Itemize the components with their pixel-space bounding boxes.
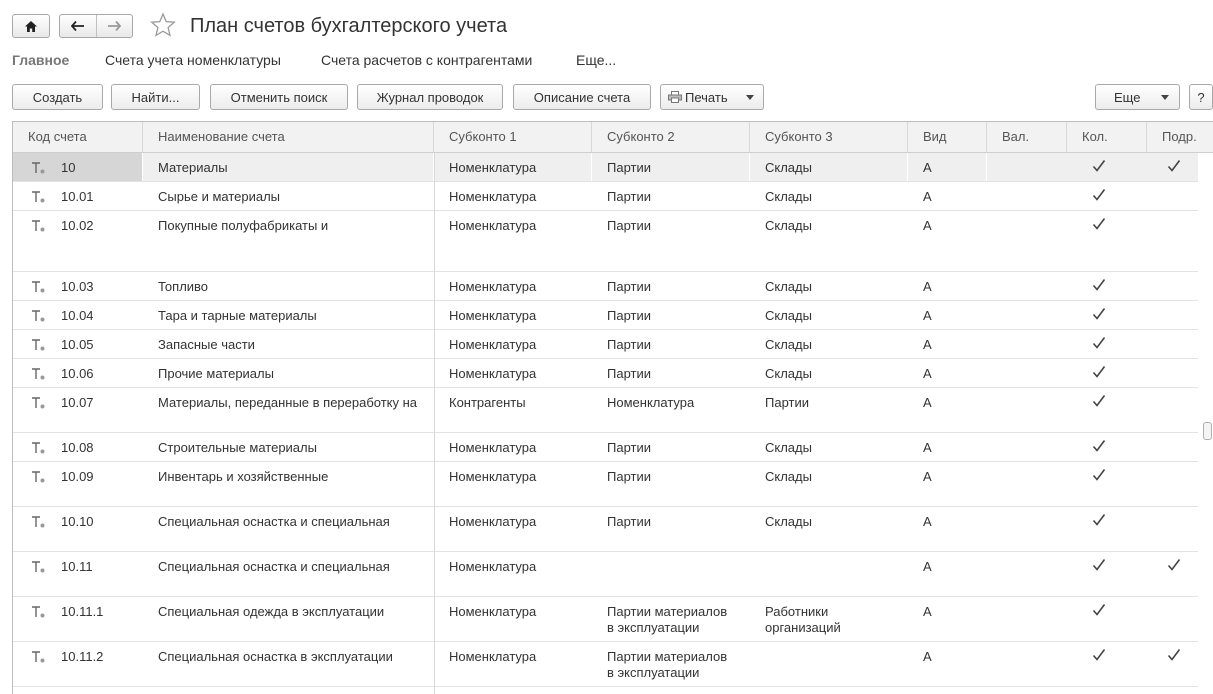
section-bar bbox=[0, 46, 1213, 76]
table-row[interactable] bbox=[13, 552, 1198, 597]
table-row[interactable] bbox=[13, 507, 1198, 552]
quantity-check-icon bbox=[1092, 513, 1106, 527]
create-button[interactable]: Создать bbox=[12, 84, 103, 110]
division-check-icon bbox=[1167, 159, 1181, 173]
accounts-table bbox=[12, 121, 1213, 694]
cell-code: 10.01 bbox=[61, 189, 94, 204]
printer-icon bbox=[668, 91, 682, 103]
cell-type: А bbox=[923, 366, 932, 381]
account-icon bbox=[31, 161, 47, 175]
account-icon bbox=[31, 441, 47, 455]
cell-sub3: Склады bbox=[765, 366, 812, 381]
table-row[interactable] bbox=[13, 462, 1198, 507]
cell-name: Специальная оснастка в эксплуатации bbox=[158, 649, 393, 664]
cell-name: Специальная оснастка и специальная bbox=[158, 559, 390, 574]
cell-type: А bbox=[923, 218, 932, 233]
column-header-subconto2[interactable]: Субконто 2 bbox=[592, 122, 750, 152]
account-icon bbox=[31, 515, 47, 529]
back-button[interactable] bbox=[60, 15, 96, 37]
quantity-check-icon bbox=[1092, 217, 1106, 231]
account-icon bbox=[31, 190, 47, 204]
cell-sub3: Склады bbox=[765, 189, 812, 204]
quantity-check-icon bbox=[1092, 558, 1106, 572]
chevron-down-icon bbox=[1161, 95, 1169, 100]
table-row[interactable] bbox=[13, 388, 1198, 433]
vertical-scrollbar[interactable] bbox=[1201, 150, 1213, 693]
cell-sub1: Контрагенты bbox=[449, 395, 526, 410]
cell-sub1: Номенклатура bbox=[449, 514, 537, 529]
cell-name: Тара и тарные материалы bbox=[158, 308, 317, 323]
cell-sub1: Номенклатура bbox=[449, 308, 537, 323]
account-icon bbox=[31, 309, 47, 323]
column-header-code[interactable]: Код счета bbox=[13, 122, 143, 152]
cell-code: 10.11.1 bbox=[61, 604, 104, 619]
cell-code: 10.02 bbox=[61, 218, 94, 233]
cell-sub3: Склады bbox=[765, 337, 812, 352]
section-counterparty-accounts[interactable]: Счета расчетов с контрагентами bbox=[321, 52, 533, 68]
arrow-right-icon bbox=[107, 21, 121, 31]
cell-code: 10.08 bbox=[61, 440, 94, 455]
cell-sub3: Склады bbox=[765, 218, 812, 233]
cell-sub2: Партии bbox=[607, 366, 651, 381]
help-button[interactable]: ? bbox=[1189, 84, 1213, 110]
cell-sub3: Склады bbox=[765, 469, 812, 484]
table-row[interactable] bbox=[13, 330, 1198, 359]
cell-code: 10.04 bbox=[61, 308, 94, 323]
cell-sub1: Номенклатура bbox=[449, 604, 537, 619]
cell-sub2: Партии bbox=[607, 440, 651, 455]
cell-name: Прочие материалы bbox=[158, 366, 274, 381]
cell-type: А bbox=[923, 469, 932, 484]
table-row[interactable] bbox=[13, 301, 1198, 330]
cell-code: 10.09 bbox=[61, 469, 94, 484]
cell-name: Топливо bbox=[158, 279, 209, 294]
account-icon bbox=[31, 338, 47, 352]
column-header-subconto3[interactable]: Субконто 3 bbox=[750, 122, 908, 152]
cell-sub2: Партии материалов в эксплуатации bbox=[607, 604, 728, 635]
column-header-type[interactable]: Вид bbox=[908, 122, 987, 152]
cell-sub2: Партии материалов в эксплуатации bbox=[607, 649, 728, 680]
quantity-check-icon bbox=[1092, 336, 1106, 350]
forward-button[interactable] bbox=[96, 15, 133, 37]
cell-sub3: Склады bbox=[765, 514, 812, 529]
scrollbar-thumb[interactable] bbox=[1203, 422, 1212, 440]
quantity-check-icon bbox=[1092, 365, 1106, 379]
cell-sub2: Партии bbox=[607, 337, 651, 352]
table-row[interactable] bbox=[13, 211, 1198, 272]
print-label: Печать bbox=[685, 89, 728, 105]
home-icon bbox=[24, 20, 38, 33]
table-row[interactable] bbox=[13, 597, 1198, 642]
home-button[interactable] bbox=[12, 14, 50, 38]
quantity-check-icon bbox=[1092, 468, 1106, 482]
command-bar bbox=[0, 84, 1213, 112]
cell-sub3: Партии bbox=[765, 395, 809, 410]
cell-sub2: Партии bbox=[607, 308, 651, 323]
account-icon bbox=[31, 560, 47, 574]
cell-name: Материалы bbox=[143, 153, 434, 181]
arrow-left-icon bbox=[71, 21, 85, 31]
cell-sub1: Номенклатура bbox=[434, 153, 592, 181]
account-icon bbox=[31, 470, 47, 484]
account-icon bbox=[31, 280, 47, 294]
cell-type: А bbox=[923, 604, 932, 619]
cell-code: 10.10 bbox=[61, 514, 94, 529]
division-check-icon bbox=[1167, 648, 1181, 662]
cell-type: А bbox=[908, 153, 987, 181]
cell-sub1: Номенклатура bbox=[449, 189, 537, 204]
column-header-currency[interactable]: Вал. bbox=[987, 122, 1067, 152]
cell-code: 10.06 bbox=[61, 366, 94, 381]
cell-sub1: Номенклатура bbox=[449, 649, 537, 664]
cell-type: А bbox=[923, 337, 932, 352]
table-row[interactable] bbox=[13, 272, 1198, 301]
chevron-down-icon bbox=[746, 95, 754, 100]
table-row[interactable] bbox=[13, 642, 1198, 687]
find-button[interactable]: Найти... bbox=[111, 84, 200, 110]
table-header bbox=[13, 122, 1213, 153]
quantity-check-icon bbox=[1092, 159, 1106, 173]
quantity-check-icon bbox=[1092, 394, 1106, 408]
quantity-check-icon bbox=[1092, 307, 1106, 321]
cell-name: Инвентарь и хозяйственные bbox=[158, 469, 329, 484]
table-row[interactable] bbox=[13, 433, 1198, 462]
cell-sub3: Склады bbox=[765, 308, 812, 323]
cell-code: 10.05 bbox=[61, 337, 94, 352]
cell-type: А bbox=[923, 308, 932, 323]
column-divider bbox=[434, 153, 435, 694]
history-nav bbox=[59, 14, 133, 38]
cell-sub1: Номенклатура bbox=[449, 279, 537, 294]
favorite-star-icon[interactable] bbox=[150, 12, 176, 38]
column-header-division[interactable]: Подр. bbox=[1162, 129, 1197, 144]
cell-sub2 bbox=[592, 552, 750, 596]
quantity-check-icon bbox=[1092, 648, 1106, 662]
cell-code: 10.11.2 bbox=[61, 649, 104, 664]
account-icon bbox=[31, 650, 47, 664]
cell-sub3 bbox=[750, 642, 908, 686]
cell-name: Специальная одежда в эксплуатации bbox=[158, 604, 385, 619]
column-header-name[interactable]: Наименование счета bbox=[143, 122, 434, 152]
cell-type: А bbox=[923, 649, 932, 664]
account-icon bbox=[31, 605, 47, 619]
table-row[interactable] bbox=[13, 182, 1198, 211]
cell-sub3: Работники организаций bbox=[765, 604, 841, 635]
cancel-search-button[interactable]: Отменить поиск bbox=[210, 84, 348, 110]
quantity-check-icon bbox=[1092, 188, 1106, 202]
journal-button[interactable]: Журнал проводок bbox=[357, 84, 503, 110]
cell-code: 10.07 bbox=[61, 395, 94, 410]
cell-sub2: Партии bbox=[607, 189, 651, 204]
column-header-quantity[interactable]: Кол. bbox=[1067, 122, 1147, 152]
cell-name: Сырье и материалы bbox=[158, 189, 281, 204]
account-description-button[interactable]: Описание счета bbox=[513, 84, 651, 110]
cell-code: 10.03 bbox=[61, 279, 94, 294]
cell-type: А bbox=[923, 440, 932, 455]
account-icon bbox=[31, 219, 47, 233]
cell-sub2: Номенклатура bbox=[607, 395, 695, 410]
cell-sub1: Номенклатура bbox=[449, 559, 537, 574]
cell-sub2: Партии bbox=[607, 279, 651, 294]
quantity-check-icon bbox=[1092, 278, 1106, 292]
cell-type: А bbox=[923, 395, 932, 410]
cell-sub2: Партии bbox=[607, 514, 651, 529]
cell-code: 10 bbox=[13, 153, 143, 181]
column-header-subconto1[interactable]: Субконто 1 bbox=[434, 122, 592, 152]
cell-name: Запасные части bbox=[158, 337, 255, 352]
cell-sub1: Номенклатура bbox=[449, 337, 537, 352]
account-icon bbox=[31, 396, 47, 410]
section-main[interactable]: Главное bbox=[12, 52, 70, 68]
cell-sub3: Склады bbox=[750, 153, 908, 181]
division-check-icon bbox=[1167, 558, 1181, 572]
cell-sub2: Партии bbox=[607, 218, 651, 233]
cell-sub3: Склады bbox=[765, 440, 812, 455]
cell-name: Строительные материалы bbox=[158, 440, 317, 455]
cell-name: Материалы, переданные в переработку на bbox=[158, 395, 418, 410]
table-row[interactable] bbox=[13, 153, 1198, 182]
cell-type: А bbox=[923, 279, 932, 294]
cell-type: А bbox=[923, 189, 932, 204]
cell-code: 10.11 bbox=[61, 559, 93, 574]
print-button[interactable] bbox=[660, 84, 764, 110]
section-more[interactable]: Еще... bbox=[576, 52, 617, 68]
title-bar bbox=[0, 0, 1213, 46]
cell-sub1: Номенклатура bbox=[449, 366, 537, 381]
quantity-check-icon bbox=[1092, 603, 1106, 617]
cell-sub2: Партии bbox=[592, 153, 750, 181]
cell-type: А bbox=[923, 514, 932, 529]
cell-sub1: Номенклатура bbox=[449, 469, 537, 484]
account-icon bbox=[31, 367, 47, 381]
cell-sub1: Номенклатура bbox=[449, 218, 537, 233]
cell-name: Специальная оснастка и специальная bbox=[158, 514, 390, 529]
cell-type: А bbox=[923, 559, 932, 574]
quantity-check-icon bbox=[1092, 439, 1106, 453]
cell-sub3: Склады bbox=[765, 279, 812, 294]
cell-name: Покупные полуфабрикаты и bbox=[158, 218, 329, 233]
section-nomenclature-accounts[interactable]: Счета учета номенклатуры bbox=[105, 52, 281, 68]
page-title: План счетов бухгалтерского учета bbox=[190, 15, 508, 37]
cell-sub1: Номенклатура bbox=[449, 440, 537, 455]
more-button[interactable] bbox=[1095, 84, 1180, 110]
table-row[interactable] bbox=[13, 359, 1198, 388]
cell-sub3 bbox=[750, 552, 908, 596]
more-label: Еще bbox=[1114, 89, 1141, 105]
cell-sub2: Партии bbox=[607, 469, 651, 484]
